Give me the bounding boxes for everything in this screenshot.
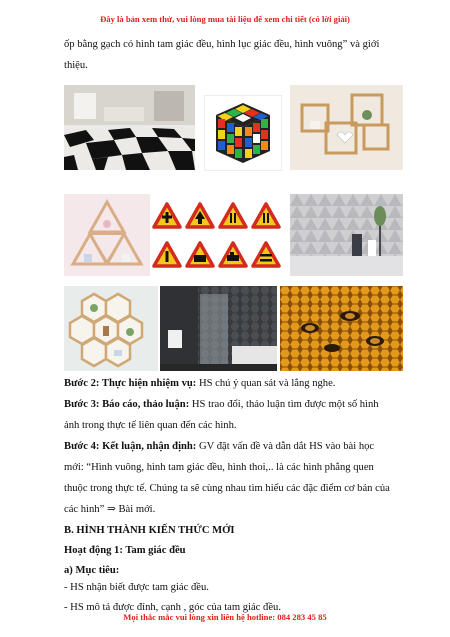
triangular-traffic-signs-photo <box>150 199 284 281</box>
step-2: Bước 2: Thực hiện nhiệm vụ: HS chú ý quan sát và lắng nghe. <box>64 378 336 389</box>
rubiks-cube-photo <box>204 95 282 171</box>
hexagon-tile-bathroom-photo <box>160 286 277 371</box>
triangle-tile-wall-photo <box>290 194 403 276</box>
objective-bullet-1: - HS nhận biết được tam giác đều. <box>64 582 209 593</box>
objective-heading: a) Mục tiêu: <box>64 565 120 576</box>
preview-banner: Đây là bản xem thử, vui lòng mua tài liệu để xem chi tiết (có lời giải) <box>100 14 350 24</box>
step-3-continued: ảnh trong thực tế liên quan đến các hình. <box>64 420 237 431</box>
step-4-line-4: các hình” ⇒ Bài mới. <box>64 504 156 515</box>
step-4: Bước 4: Kết luận, nhận định: GV đặt vấn đề và dẫn dắt HS vào bài học <box>64 441 375 452</box>
step-3: Bước 3: Báo cáo, thảo luận: HS trao đổi, thảo luận tìm được một số hình <box>64 399 379 410</box>
wooden-square-shelves-photo <box>290 85 403 170</box>
step-4-line-3: thuộc trong thực tế. Chúng ta sẽ cùng nhau tìm hiểu các đặc điểm cơ bản của <box>64 483 390 494</box>
section-heading: B. HÌNH THÀNH KIẾN THỨC MỚI <box>64 525 235 536</box>
hexagon-shelves-photo <box>64 286 158 371</box>
activity-title: Hoạt động 1: Tam giác đều <box>64 545 186 556</box>
objective-bullet-2: - HS mô tả được đỉnh, cạnh , góc của tam giác đều. <box>64 602 281 613</box>
step-4-line-2: mới: “Hình vuông, hình tam giác đều, hình thoi,.. là các hình phẳng quen <box>64 462 374 473</box>
honeycomb-bees-photo <box>280 286 403 371</box>
intro-line-2: thiệu. <box>64 60 88 71</box>
hotline-banner: Mọi thắc mắc vui lòng xin liên hệ hotline: 084 283 45 85 <box>123 612 327 622</box>
triangle-shelves-photo <box>64 194 150 276</box>
checkerboard-floor-photo <box>64 85 195 170</box>
intro-line-1: ốp bằng gạch có hình tam giác đều, hình lục giác đều, hình vuông” và giới <box>64 39 380 50</box>
